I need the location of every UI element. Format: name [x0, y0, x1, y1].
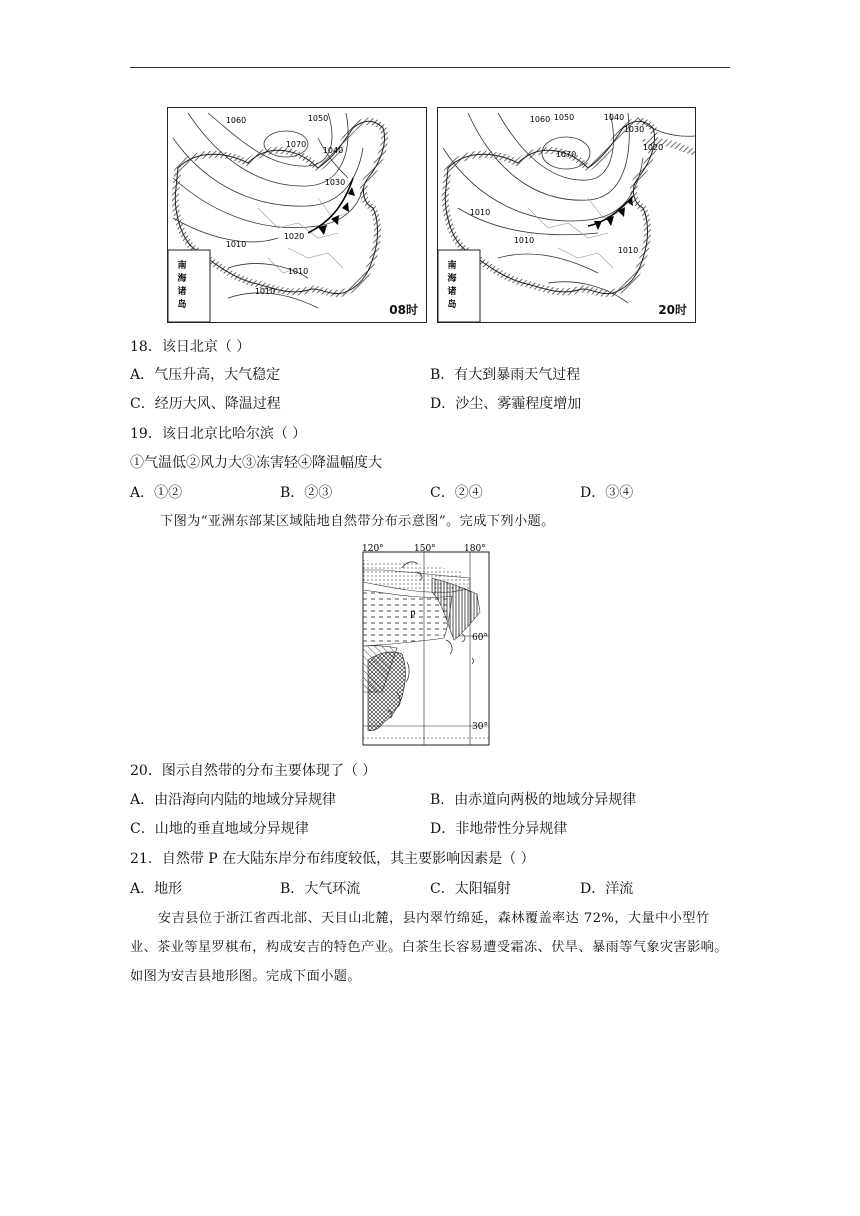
- q21-option-d: D．洋流: [580, 881, 634, 897]
- inset-label: 岛: [447, 300, 457, 310]
- weather-map-08: [167, 107, 427, 323]
- q21-option-b: B．大气环流: [280, 881, 361, 897]
- isobar-label: 1030: [623, 125, 645, 134]
- q18-option-b: B．有大到暴雨天气过程: [430, 367, 581, 383]
- q20-option-a: A．由沿海向内陆的地域分异规律: [130, 792, 337, 808]
- isobar-label: 1020: [283, 232, 305, 241]
- lat-label: 30°: [472, 722, 488, 732]
- weather-map-20: [437, 107, 696, 323]
- q19-option-d: D．③④: [580, 485, 634, 501]
- q20-option-d: D．非地带性分异规律: [430, 821, 568, 837]
- inset-label: 岛: [177, 300, 187, 310]
- q20-option-b: B．由赤道向两极的地域分异规律: [430, 792, 637, 808]
- q18-option-a: A．气压升高，大气稳定: [130, 367, 281, 383]
- isobar-label: 1010: [225, 240, 247, 249]
- q18-option-d: D．沙尘、雾霾程度增加: [430, 396, 582, 412]
- isobar-label: 1010: [469, 208, 491, 217]
- isobar-label: 1050: [553, 113, 575, 122]
- inset-label: 海: [447, 274, 457, 284]
- lat-label: 60°: [472, 633, 488, 643]
- lon-label: 180°: [464, 544, 486, 554]
- isobar-label: 1070: [555, 150, 577, 159]
- q19-option-c: C．②④: [430, 485, 483, 501]
- q19-stem: 19．该日北京比哈尔滨（ ）: [130, 426, 307, 442]
- q19-items: ①气温低②风力大③冻害轻④降温幅度大: [130, 455, 382, 471]
- isobar-label: 1030: [324, 178, 346, 187]
- q20-stem: 20．图示自然带的分布主要体现了（ ）: [130, 763, 377, 779]
- isobar-label: 1060: [225, 116, 247, 125]
- isobar-label: 1010: [254, 287, 276, 296]
- isobar-label: 1070: [285, 140, 307, 149]
- isobar-label: 1020: [642, 143, 664, 152]
- header-rule: [130, 67, 730, 68]
- inset-label: 诸: [447, 287, 457, 297]
- zone-p-label: P: [410, 610, 416, 621]
- inset-label: 南: [177, 261, 187, 271]
- isobar-label: 1040: [603, 113, 625, 122]
- q21-option-a: A．地形: [130, 881, 183, 897]
- q19-option-a: A．①②: [130, 485, 183, 501]
- q21-stem: 21．自然带 P 在大陆东岸分布纬度较低，其主要影响因素是（ ）: [130, 851, 535, 867]
- isobar-label: 1050: [307, 114, 329, 123]
- q18-option-c: C．经历大风、降温过程: [130, 396, 281, 412]
- lon-label: 150°: [414, 544, 436, 554]
- q19-option-b: B．②③: [280, 485, 333, 501]
- isobar-label: 1010: [617, 246, 639, 255]
- inset-label: 南: [447, 261, 457, 271]
- isobar-label: 1060: [529, 115, 551, 124]
- isobar-label: 1010: [287, 267, 309, 276]
- lon-label: 120°: [362, 544, 384, 554]
- time-label: 08时: [389, 303, 418, 317]
- isobar-label: 1040: [322, 146, 344, 155]
- q21-option-c: C．太阳辐射: [430, 881, 511, 897]
- time-label: 20时: [658, 303, 687, 317]
- q18-stem: 18．该日北京（ ）: [130, 339, 251, 355]
- inset-label: 诸: [177, 287, 187, 297]
- inset-label: 海: [177, 274, 187, 284]
- intro-zone-map: 下图为“亚洲东部某区域陆地自然带分布示意图”。完成下列小题。: [160, 514, 555, 529]
- natural-zone-map: [362, 542, 494, 747]
- isobar-label: 1010: [513, 236, 535, 245]
- intro-anji-text: 安吉县位于浙江省西北部、天目山北麓，县内翠竹绵延，森林覆盖率达 72%，大量中小型竹业、茶业等星罗棋布，构成安吉的特色产业。白茶生长容易遭受霜冻、伏旱、暴雨等气象灾害影响。如图为安吉县地形图。完成下面小题。: [130, 911, 728, 984]
- intro-anji: [130, 904, 730, 991]
- q20-option-c: C．山地的垂直地域分异规律: [130, 821, 309, 837]
